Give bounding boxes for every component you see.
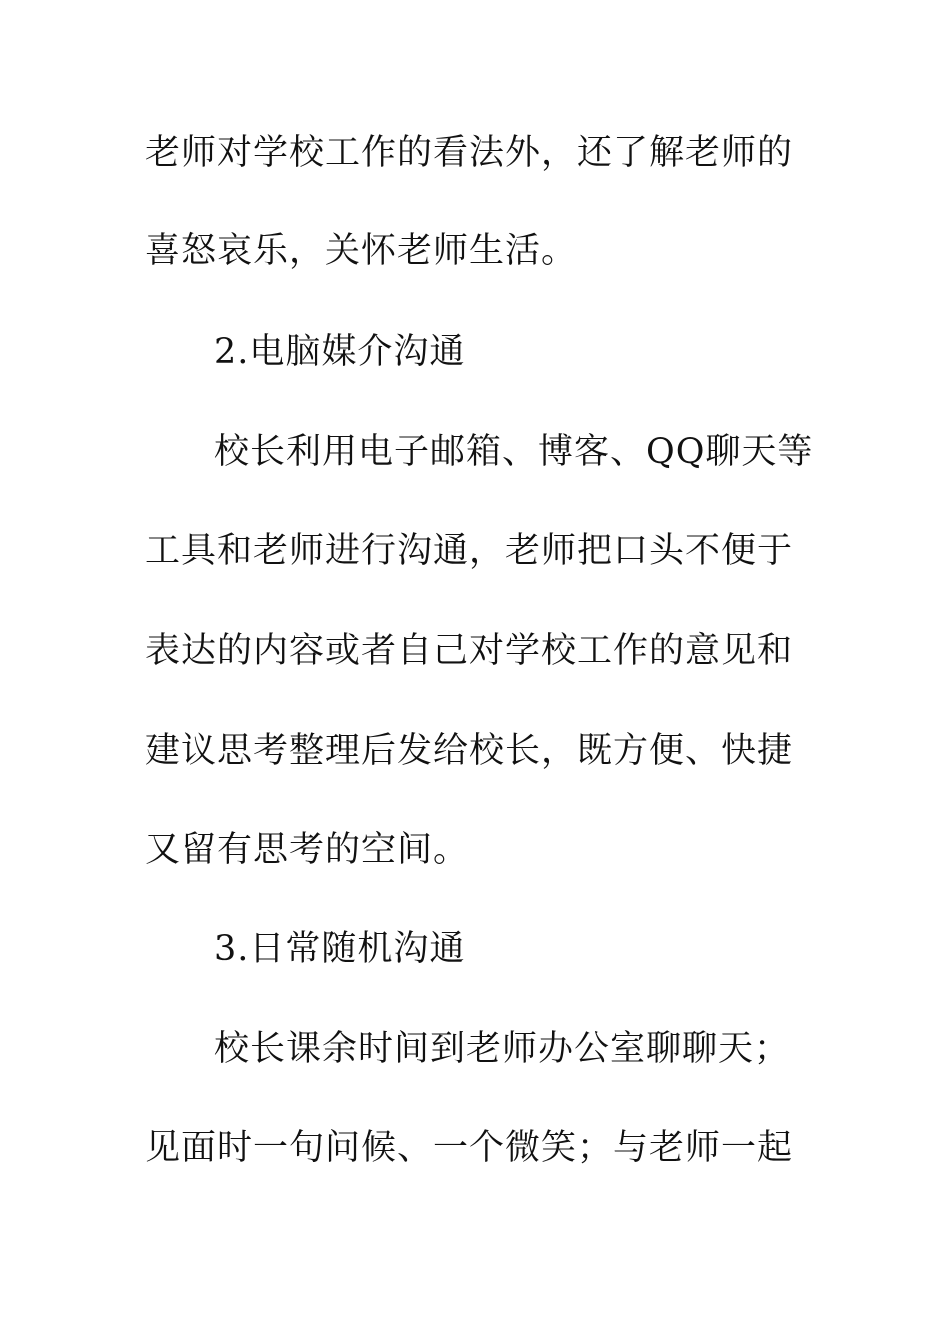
paragraph-line: 校长课余时间到老师办公室聊聊天；: [214, 1029, 791, 1069]
section-heading-daily-communication: 3.日常随机沟通: [214, 929, 466, 969]
paragraph-line: 建议思考整理后发给校长，既方便、快捷: [145, 731, 794, 771]
paragraph-line: 校长利用电子邮箱、博客、QQ聊天等: [214, 432, 814, 472]
paragraph-line: 老师对学校工作的看法外，还了解老师的: [145, 133, 794, 173]
paragraph-line: 表达的内容或者自己对学校工作的意见和: [145, 631, 794, 671]
paragraph-line: 见面时一句问候、一个微笑；与老师一起: [145, 1128, 794, 1168]
section-heading-computer-communication: 2.电脑媒介沟通: [214, 332, 466, 372]
paragraph-line: 又留有思考的空间。: [145, 830, 470, 870]
paragraph-line: 喜怒哀乐，关怀老师生活。: [145, 231, 578, 271]
paragraph-line: 工具和老师进行沟通，老师把口头不便于: [145, 531, 794, 571]
